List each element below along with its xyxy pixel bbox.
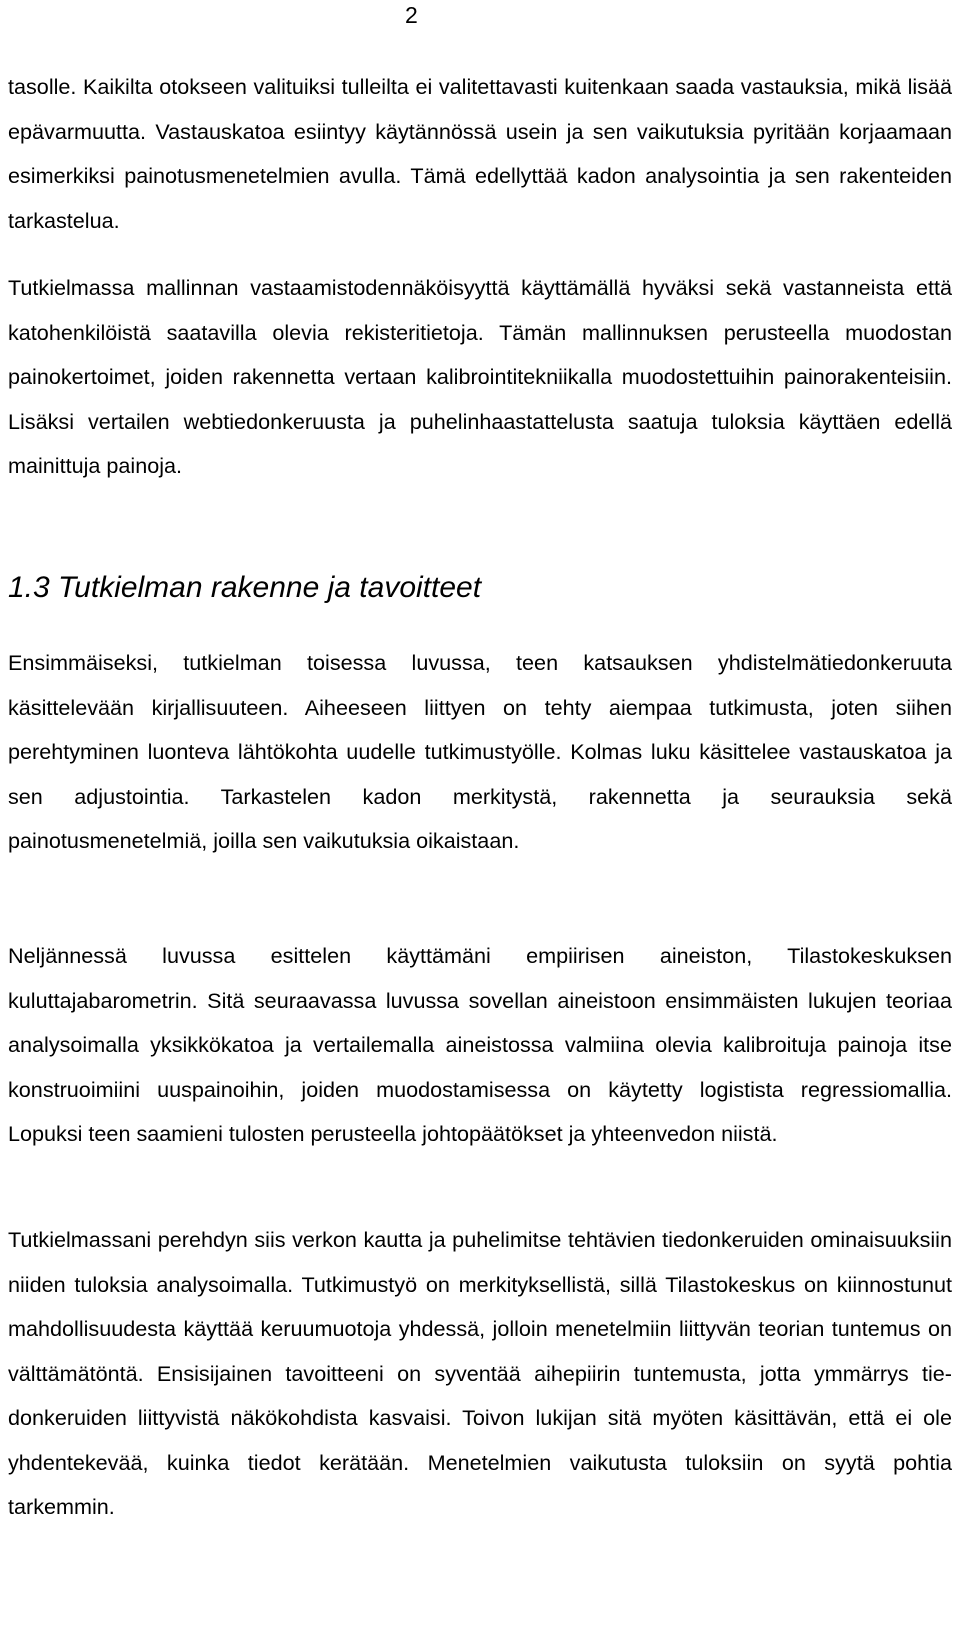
section-heading: 1.3 Tutkielman rakenne ja tavoitteet (8, 571, 482, 604)
paragraph: Tutkielmassa mallinnan vastaamistodennäköisyyttä käyttämällä hyväksi sekä vastanneista että katohenkilöistä saatavilla olevia rekisteritietoja. Tämän mallinnuksen perusteella muodostan painokertoimet, joiden rakennetta vertaan kalibrointitekniikalla muodostettuihin painorakenteisiin. Lisäksi vertailen webtiedonkeruusta ja puhelinhaastattelusta saatuja tuloksia käyttäen edellä mainittuja painoja. (8, 275, 952, 478)
paragraph: Neljännessä luvussa esittelen käyttämäni empiirisen aineiston, Tilastokeskuksen kuluttajabarometrin. Sitä seuraavassa luvussa sovellan aineistoon ensimmäisten lukujen teoriaa analysoimalla yksikkökatoa ja vertailemalla aineistossa valmiina olevia kalibroituja painoja itse konstruoimiini uuspainoihin, joiden muodostamisessa on käytetty logistista regressiomallia. Lopuksi teen saamieni tulosten perusteella johtopäätökset ja yhteenvedon niistä. (8, 943, 952, 1146)
paragraph: Tutkielmassani perehdyn siis verkon kautta ja puhelimitse tehtävien tiedonkeruiden ominaisuuksiin niiden tuloksia analysoimalla. Tutkimustyö on merkityksellistä, sillä Tilastokeskus on kiinnostunut mahdollisuudesta käyttää keruumuotoja yhdessä, jolloin menetelmiin liittyvän teorian tuntemus on välttämätöntä. Ensisijainen tavoitteeni on syventää aihepiirin tuntemusta, jotta ymmärrys tiedonkeruiden liittyvistä näkökohdista kasvaisi. Toivon lukijan sitä myöten käsittävän, että ei ole yhdentekevää, kuinka tiedot kerätään. Menetelmien vaikutusta tuloksiin on syytä pohtia tarkemmin. (8, 1227, 952, 1519)
paragraph: Ensimmäiseksi, tutkielman toisessa luvussa, teen katsauksen yhdistelmätiedonkeruuta käsittelevään kirjallisuuteen. Aiheeseen liittyen on tehty aiempaa tutkimusta, joten siihen perehtyminen luonteva lähtökohta uudelle tutkimustyölle. Kolmas luku käsittelee vastauskatoa ja sen adjustointia. Tarkastelen kadon merkitystä, rakennetta ja seurauksia sekä painotusmenetelmiä, joilla sen vaikutuksia oikaistaan. (8, 650, 952, 853)
paragraph: tasolle. Kaikilta otokseen valituiksi tulleilta ei valitettavasti kuitenkaan saada vastauksia, mikä lisää epävarmuutta. Vastauskatoa esiintyy käytännössä usein ja sen vaikutuksia pyritään korjaamaan esimerkiksi painotusmenetelmien avulla. Tämä edellyttää kadon analysointia ja sen rakenteiden tarkastelua. (8, 74, 952, 233)
page-number: 2 (405, 2, 418, 28)
